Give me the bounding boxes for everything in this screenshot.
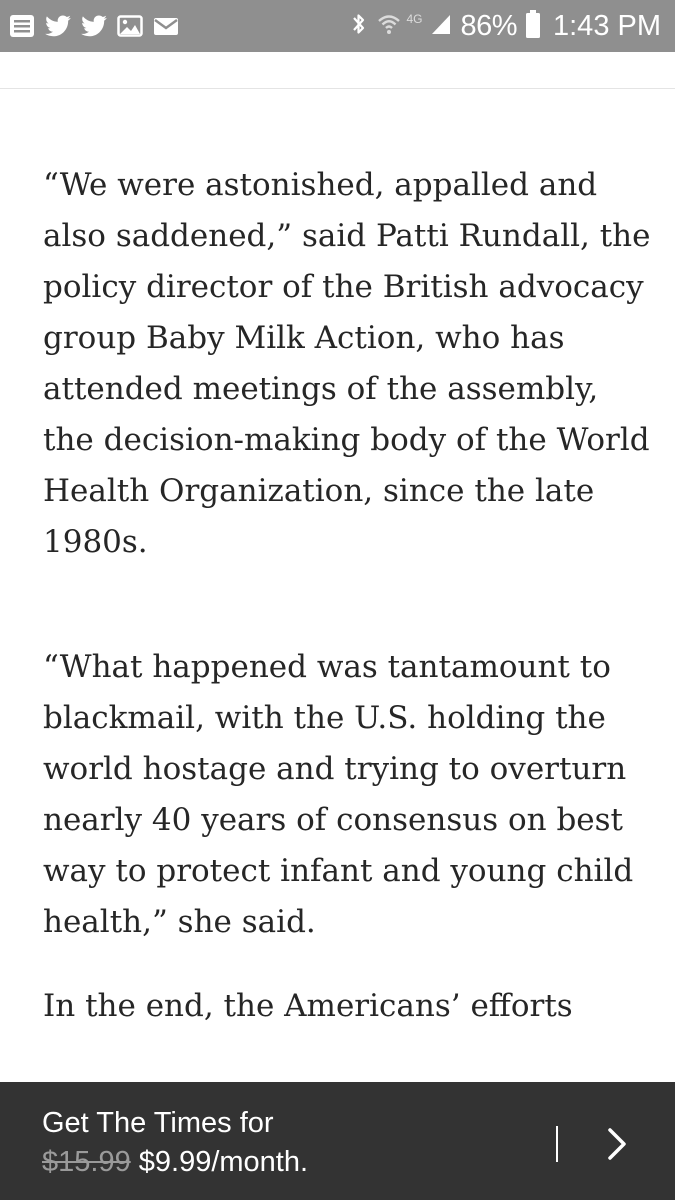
- twitter-icon: [80, 12, 108, 40]
- subscription-banner[interactable]: [0, 1082, 675, 1200]
- network-type-label: 4G: [406, 12, 423, 26]
- chevron-right-icon[interactable]: [600, 1122, 636, 1166]
- system-indicators: [350, 0, 661, 52]
- mail-icon: [152, 12, 180, 40]
- offer-headline: Get The Times for: [42, 1107, 274, 1139]
- old-price: $15.99: [42, 1146, 131, 1178]
- clock: 1:43 PM: [553, 9, 661, 42]
- status-bar: [0, 0, 675, 52]
- image-icon: [116, 12, 144, 40]
- article-paragraph: “What happened was tantamount to blackmail, with the U.S. holding the world hostage and trying to overturn nearly 40 years of consensus on best way to protect infant and young child health,” she said.: [43, 649, 634, 940]
- article-paragraph: “We were astonished, appalled and also saddened,” said Patti Rundall, the policy director of the British advocacy group Baby Milk Action, who has attended meetings of the assembly, the decision-making body of the World Health Organization, since the late 1980s.: [43, 167, 651, 560]
- twitter-icon: [44, 12, 72, 40]
- bluetooth-icon: [350, 10, 368, 43]
- signal-icon: [430, 12, 452, 41]
- battery-icon: [525, 9, 541, 44]
- banner-divider: [556, 1126, 558, 1162]
- wifi-icon: [376, 11, 402, 42]
- notification-icons: [8, 10, 180, 42]
- article-header-bar: [0, 52, 675, 89]
- offer-price-line: [42, 1143, 308, 1182]
- article-body: [43, 160, 653, 1032]
- notification-icon: [8, 12, 36, 40]
- new-price: $9.99/month.: [130, 1146, 309, 1178]
- article-paragraph: In the end, the Americans’ efforts: [43, 988, 573, 1024]
- battery-percent: 86%: [460, 9, 517, 42]
- subscription-offer-text[interactable]: [42, 1104, 308, 1182]
